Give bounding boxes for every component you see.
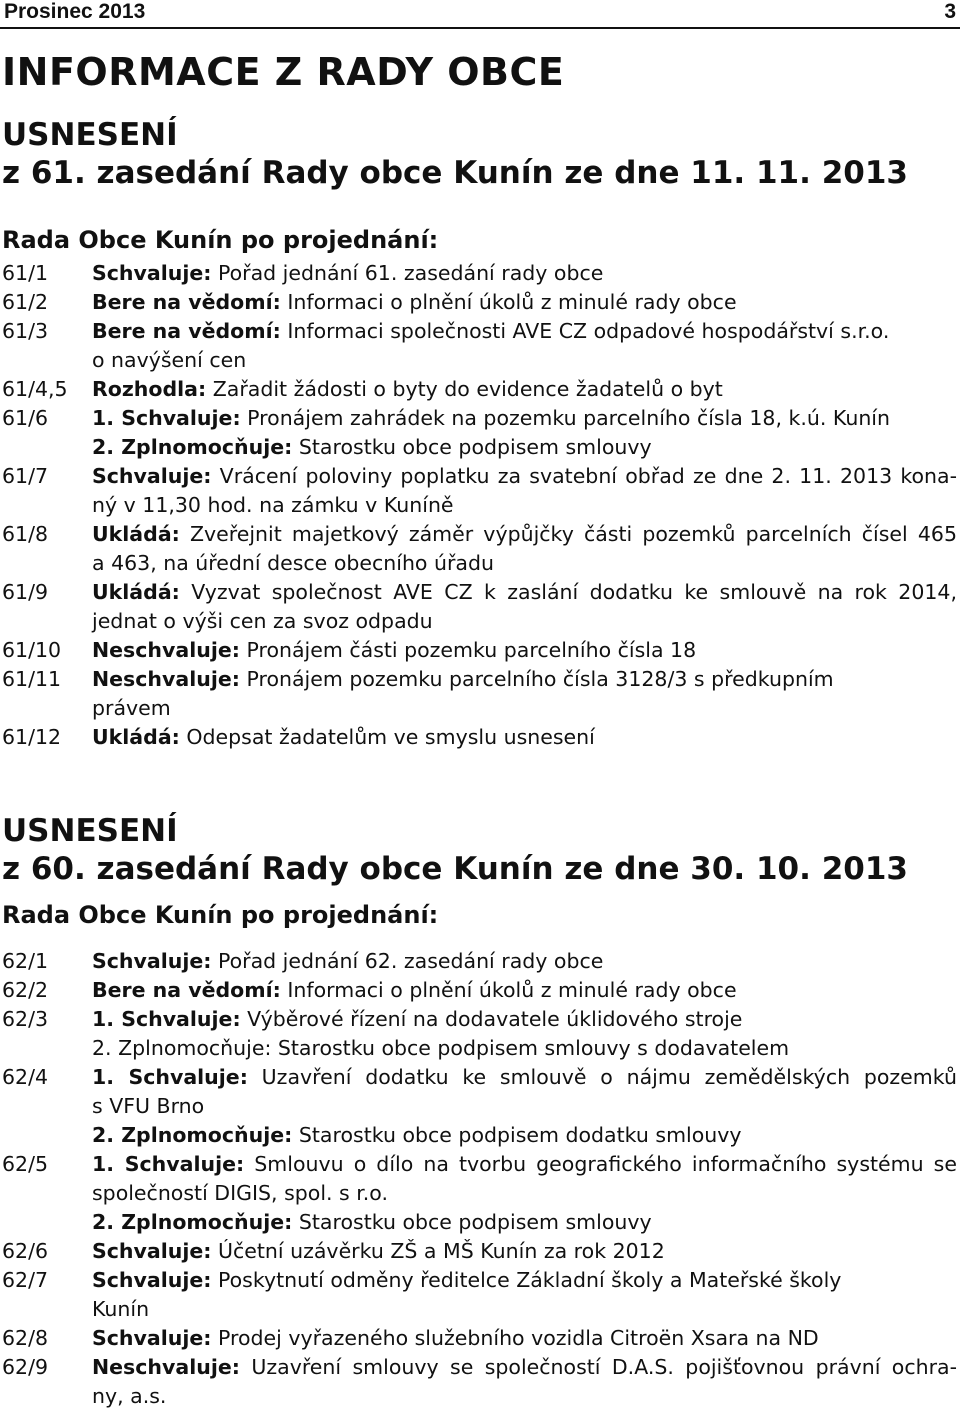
resolution-detail: právem bbox=[92, 696, 171, 720]
resolution-line bbox=[92, 375, 957, 404]
resolution-text bbox=[92, 723, 957, 752]
resolution-text bbox=[92, 1266, 957, 1324]
resolution-text bbox=[92, 317, 957, 375]
resolution-line bbox=[92, 1382, 957, 1411]
resolution-line bbox=[92, 346, 957, 375]
resolution-number: 62/6 bbox=[2, 1239, 49, 1263]
resolution-number: 62/5 bbox=[2, 1152, 49, 1176]
resolution-item bbox=[2, 636, 957, 665]
resolution-detail: s VFU Brno bbox=[92, 1094, 205, 1118]
resolution-line bbox=[92, 1092, 957, 1121]
resolution-detail: o navýšení cen bbox=[92, 348, 247, 372]
resolution-line bbox=[92, 1034, 957, 1063]
header-month: Prosinec 2013 bbox=[4, 0, 146, 23]
section-2-heading bbox=[2, 812, 908, 888]
resolution-number: 62/3 bbox=[2, 1007, 49, 1031]
resolution-detail: Odepsat žadatelům ve smyslu usnesení bbox=[179, 725, 595, 749]
resolution-text bbox=[92, 636, 957, 665]
resolution-keyword: Schvaluje: bbox=[92, 261, 212, 285]
resolution-line bbox=[92, 1005, 957, 1034]
resolution-detail: Pořad jednání 62. zasedání rady obce bbox=[211, 949, 604, 973]
section-1-heading-line1: USNESENÍ bbox=[2, 117, 178, 153]
resolution-line bbox=[92, 1266, 957, 1295]
resolution-number: 61/12 bbox=[2, 725, 62, 749]
resolution-item bbox=[2, 404, 957, 462]
resolution-item bbox=[2, 1353, 957, 1411]
resolution-detail: ny, a.s. bbox=[92, 1384, 167, 1408]
resolution-line bbox=[92, 636, 957, 665]
resolution-line bbox=[92, 1208, 957, 1237]
resolution-line bbox=[92, 723, 957, 752]
resolution-line bbox=[92, 462, 957, 491]
resolution-line bbox=[92, 520, 957, 549]
resolution-item bbox=[2, 462, 957, 520]
resolution-detail: Starostku obce podpisem smlouvy bbox=[292, 435, 652, 459]
resolution-line bbox=[92, 1179, 957, 1208]
resolution-item bbox=[2, 1063, 957, 1150]
resolution-number: 61/11 bbox=[2, 667, 62, 691]
resolution-line bbox=[92, 1295, 957, 1324]
resolution-text bbox=[92, 665, 957, 723]
resolution-number: 61/9 bbox=[2, 580, 49, 604]
resolution-detail: Pronájem pozemku parcelního čísla 3128/3 s předkupním bbox=[239, 667, 834, 691]
resolution-text bbox=[92, 462, 957, 520]
resolution-detail: Informaci společnosti AVE CZ odpadové hospodářství s.r.o. bbox=[280, 319, 890, 343]
resolution-line bbox=[92, 578, 957, 607]
resolution-number: 62/7 bbox=[2, 1268, 49, 1292]
resolution-detail: Uzavření smlouvy se společností D.A.S. pojišťovnou právní ochra- bbox=[239, 1355, 957, 1379]
resolution-item bbox=[2, 1324, 957, 1353]
resolution-detail: Zařadit žádosti o byty do evidence žadatelů o byt bbox=[206, 377, 723, 401]
resolution-keyword: 1. Schvaluje: bbox=[92, 1152, 245, 1176]
resolution-number: 61/6 bbox=[2, 406, 49, 430]
resolution-keyword: Schvaluje: bbox=[92, 1239, 212, 1263]
resolution-number: 62/1 bbox=[2, 949, 49, 973]
resolution-item bbox=[2, 520, 957, 578]
section-2-resolution-list bbox=[2, 947, 957, 1411]
resolution-text bbox=[92, 947, 957, 976]
resolution-item bbox=[2, 947, 957, 976]
resolution-detail: Pronájem zahrádek na pozemku parcelního čísla 18, k.ú. Kunín bbox=[240, 406, 890, 430]
resolution-item bbox=[2, 1150, 957, 1237]
section-1-heading bbox=[2, 116, 908, 192]
resolution-keyword: Ukládá: bbox=[92, 725, 180, 749]
resolution-item bbox=[2, 976, 957, 1005]
resolution-number: 62/2 bbox=[2, 978, 49, 1002]
section-1-heading-line2: z 61. zasedání Rady obce Kunín ze dne 11. 11. 2013 bbox=[2, 155, 908, 191]
resolution-keyword: Neschvaluje: bbox=[92, 1355, 240, 1379]
resolution-number: 62/8 bbox=[2, 1326, 49, 1350]
resolution-text bbox=[92, 1324, 957, 1353]
resolution-line bbox=[92, 1063, 957, 1092]
resolution-line bbox=[92, 288, 957, 317]
resolution-item bbox=[2, 723, 957, 752]
resolution-detail: Starostku obce podpisem smlouvy bbox=[292, 1210, 652, 1234]
resolution-detail: 2. Zplnomocňuje: Starostku obce podpisem smlouvy s dodavatelem bbox=[92, 1036, 790, 1060]
resolution-keyword: 1. Schvaluje: bbox=[92, 1065, 248, 1089]
resolution-keyword: 1. Schvaluje: bbox=[92, 1007, 241, 1031]
resolution-line bbox=[92, 1121, 957, 1150]
resolution-text bbox=[92, 375, 957, 404]
resolution-text bbox=[92, 259, 957, 288]
page-title: INFORMACE Z RADY OBCE bbox=[2, 50, 565, 94]
page-number: 3 bbox=[944, 0, 956, 23]
resolution-keyword: Ukládá: bbox=[92, 580, 180, 604]
resolution-item bbox=[2, 665, 957, 723]
resolution-line bbox=[92, 1324, 957, 1353]
resolution-text bbox=[92, 976, 957, 1005]
resolution-text bbox=[92, 1353, 957, 1411]
resolution-detail: Účetní uzávěrku ZŠ a MŠ Kunín za rok 2012 bbox=[211, 1239, 665, 1263]
resolution-text bbox=[92, 578, 957, 636]
resolution-detail: Pronájem části pozemku parcelního čísla 18 bbox=[239, 638, 697, 662]
resolution-line bbox=[92, 1150, 957, 1179]
resolution-text bbox=[92, 520, 957, 578]
resolution-number: 62/9 bbox=[2, 1355, 49, 1379]
resolution-keyword: 2. Zplnomocňuje: bbox=[92, 435, 293, 459]
resolution-line bbox=[92, 607, 957, 636]
section-2-subheading: Rada Obce Kunín po projednání: bbox=[2, 901, 439, 929]
resolution-keyword: Rozhodla: bbox=[92, 377, 207, 401]
resolution-number: 62/4 bbox=[2, 1065, 49, 1089]
resolution-item bbox=[2, 1237, 957, 1266]
resolution-keyword: 1. Schvaluje: bbox=[92, 406, 241, 430]
resolution-line bbox=[92, 259, 957, 288]
resolution-number: 61/3 bbox=[2, 319, 49, 343]
resolution-line bbox=[92, 1353, 957, 1382]
resolution-line bbox=[92, 665, 957, 694]
resolution-keyword: Bere na vědomí: bbox=[92, 978, 281, 1002]
resolution-keyword: 2. Zplnomocňuje: bbox=[92, 1123, 293, 1147]
resolution-item bbox=[2, 578, 957, 636]
resolution-line bbox=[92, 404, 957, 433]
resolution-detail: Výběrové řízení na dodavatele úklidového stroje bbox=[240, 1007, 743, 1031]
resolution-item bbox=[2, 1005, 957, 1063]
resolution-line bbox=[92, 549, 957, 578]
resolution-number: 61/1 bbox=[2, 261, 49, 285]
resolution-line bbox=[92, 1237, 957, 1266]
resolution-detail: Poskytnutí odměny ředitelce Základní školy a Mateřské školy bbox=[211, 1268, 842, 1292]
section-1-resolution-list bbox=[2, 259, 957, 752]
resolution-keyword: Bere na vědomí: bbox=[92, 290, 281, 314]
page-header bbox=[0, 0, 960, 24]
resolution-detail: Starostku obce podpisem dodatku smlouvy bbox=[292, 1123, 742, 1147]
resolution-text bbox=[92, 1005, 957, 1063]
resolution-text bbox=[92, 404, 957, 462]
resolution-keyword: Bere na vědomí: bbox=[92, 319, 281, 343]
resolution-item bbox=[2, 288, 957, 317]
resolution-detail: Zveřejnit majetkový záměr výpůjčky části pozemků parcelních čísel 465 bbox=[179, 522, 957, 546]
resolution-keyword: Neschvaluje: bbox=[92, 638, 240, 662]
resolution-detail: Vrácení poloviny poplatku za svatební obřad ze dne 2. 11. 2013 kona- bbox=[211, 464, 957, 488]
resolution-detail: Uzavření dodatku ke smlouvě o nájmu zemědělských pozemků bbox=[247, 1065, 957, 1089]
resolution-detail: Informaci o plnění úkolů z minulé rady obce bbox=[280, 290, 737, 314]
resolution-item bbox=[2, 375, 957, 404]
resolution-detail: a 463, na úřední desce obecního úřadu bbox=[92, 551, 494, 575]
resolution-line bbox=[92, 491, 957, 520]
section-2-heading-line1: USNESENÍ bbox=[2, 813, 178, 849]
resolution-line bbox=[92, 947, 957, 976]
resolution-line bbox=[92, 976, 957, 1005]
resolution-number: 61/4,5 bbox=[2, 377, 68, 401]
resolution-item bbox=[2, 317, 957, 375]
section-2-heading-line2: z 60. zasedání Rady obce Kunín ze dne 30. 10. 2013 bbox=[2, 851, 908, 887]
resolution-number: 61/8 bbox=[2, 522, 49, 546]
resolution-keyword: Ukládá: bbox=[92, 522, 180, 546]
resolution-detail: Kunín bbox=[92, 1297, 150, 1321]
resolution-detail: jednat o výši cen za svoz odpadu bbox=[92, 609, 433, 633]
resolution-text bbox=[92, 1237, 957, 1266]
resolution-text bbox=[92, 1063, 957, 1150]
header-divider bbox=[0, 27, 960, 29]
resolution-detail: Vyzvat společnost AVE CZ k zaslání dodatku ke smlouvě na rok 2014, bbox=[179, 580, 957, 604]
resolution-detail: Prodej vyřazeného služebního vozidla Citroën Xsara na ND bbox=[211, 1326, 819, 1350]
resolution-line bbox=[92, 433, 957, 462]
resolution-line bbox=[92, 694, 957, 723]
resolution-detail: společností DIGIS, spol. s r.o. bbox=[92, 1181, 389, 1205]
resolution-keyword: Schvaluje: bbox=[92, 464, 212, 488]
resolution-detail: Smlouvu o dílo na tvorbu geografického informačního systému se bbox=[244, 1152, 957, 1176]
resolution-detail: Pořad jednání 61. zasedání rady obce bbox=[211, 261, 604, 285]
resolution-detail: Informaci o plnění úkolů z minulé rady obce bbox=[280, 978, 737, 1002]
resolution-number: 61/10 bbox=[2, 638, 62, 662]
resolution-number: 61/2 bbox=[2, 290, 49, 314]
resolution-number: 61/7 bbox=[2, 464, 49, 488]
resolution-keyword: 2. Zplnomocňuje: bbox=[92, 1210, 293, 1234]
resolution-text bbox=[92, 1150, 957, 1237]
resolution-line bbox=[92, 317, 957, 346]
resolution-text bbox=[92, 288, 957, 317]
resolution-detail: ný v 11,30 hod. na zámku v Kuníně bbox=[92, 493, 454, 517]
resolution-keyword: Neschvaluje: bbox=[92, 667, 240, 691]
resolution-item bbox=[2, 1266, 957, 1324]
resolution-item bbox=[2, 259, 957, 288]
section-1-subheading: Rada Obce Kunín po projednání: bbox=[2, 226, 439, 254]
resolution-keyword: Schvaluje: bbox=[92, 949, 212, 973]
resolution-keyword: Schvaluje: bbox=[92, 1326, 212, 1350]
resolution-keyword: Schvaluje: bbox=[92, 1268, 212, 1292]
